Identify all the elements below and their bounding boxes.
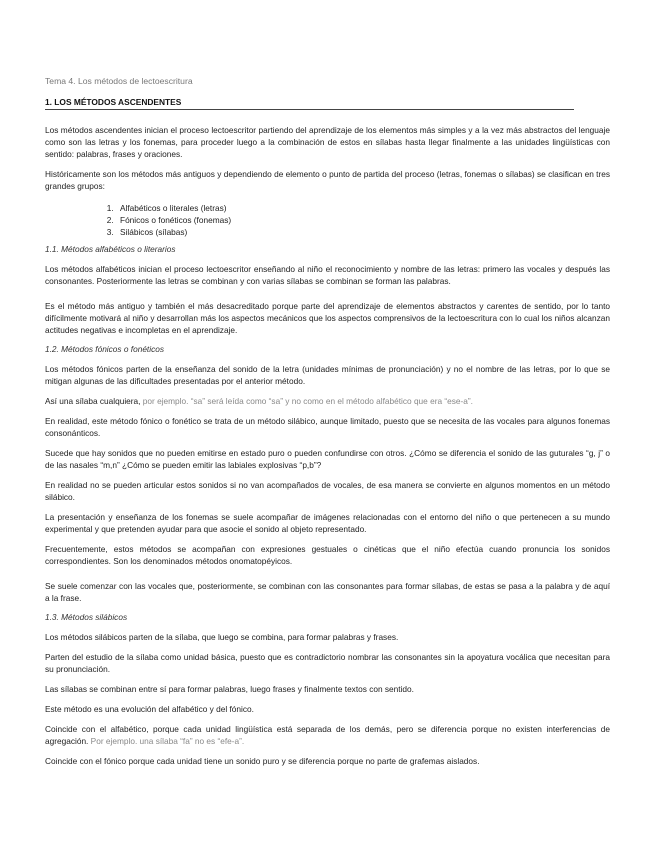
section-title-1: 1. LOS MÉTODOS ASCENDENTES xyxy=(45,97,574,110)
paragraph: Este método es una evolución del alfabético y del fónico. xyxy=(45,704,254,714)
paragraph: En realidad, este método fónico o fonético se trata de un método silábico, aunque limitado, puesto que se necesita de las vocales para algunos fonemas consonánticos. xyxy=(45,416,610,438)
paragraph: Los métodos silábicos parten de la sílaba, que luego se combina, para formar palabras y frases. xyxy=(45,632,399,642)
section-title-1-3: 1.3. Métodos silábicos xyxy=(45,612,128,622)
list-item: 2. Fónicos o fonéticos (fonemas) xyxy=(116,214,610,226)
section-title-1-1: 1.1. Métodos alfabéticos o literarios xyxy=(45,244,176,254)
paragraph: Las sílabas se combinan entre sí para formar palabras, luego frases y finalmente textos con sentido. xyxy=(45,684,414,694)
paragraph: Frecuentemente, estos métodos se acompañan con expresiones gestuales o cinéticas que el niño efectúa cuando pronuncia los sonidos correspondientes. Son los denominados métodos onomatopéyicos. xyxy=(45,544,610,566)
paragraph xyxy=(45,395,610,407)
paragraph-text: Coincide con el alfabético, porque cada unidad lingüística está separada de los demás, pero se diferencia porque no existen interferencias de agregación. xyxy=(45,724,610,746)
paragraph: Se suele comenzar con las vocales que, posteriormente, se combinan con las consonantes para formar sílabas, de estas se pasa a la palabra y de aquí a la frase. xyxy=(45,581,610,603)
paragraph xyxy=(45,723,610,747)
paragraph: En realidad no se pueden articular estos sonidos si no van acompañados de vocales, de esa manera se convierte en algunos momentos en un método silábico. xyxy=(45,480,610,502)
paragraph: Parten del estudio de la sílaba como unidad básica, puesto que es contradictorio nombrar las consonantes sin la apoyatura vocálica que necesitan para su pronunciación. xyxy=(45,652,610,674)
example-note: Por ejemplo. una sílaba “fa” no es “efe-a”. xyxy=(90,736,245,746)
list-item: 1. Alfabéticos o literales (letras) xyxy=(116,202,610,214)
paragraph: Históricamente son los métodos más antiguos y dependiendo de elemento o punto de partida del proceso (letras, fonemas o sílabas) se clasifican en tres grandes grupos: xyxy=(45,169,610,191)
paragraph: Los métodos fónicos parten de la enseñanza del sonido de la letra (unidades mínimas de pronunciación) y no el nombre de las letras, por lo que se mitigan algunas de las dificultades presentadas por el anterior método. xyxy=(45,364,610,386)
method-groups-list xyxy=(45,202,610,238)
paragraph: Sucede que hay sonidos que no pueden emitirse en estado puro o pueden confundirse con otros. ¿Cómo se diferencia el sonido de las guturales “g, j” o de las nasales “m,n” ¿Cómo se pueden emitir las labiales explosivas “p,b”? xyxy=(45,448,610,470)
paragraph: La presentación y enseñanza de los fonemas se suele acompañar de imágenes relacionadas con el entorno del niño o que pertenecen a su mundo experimental y que pretenden ayudar para que asocie el sonido al objeto representado. xyxy=(45,512,610,534)
list-item: 3. Silábicos (sílabas) xyxy=(116,226,610,238)
paragraph: Coincide con el fónico porque cada unidad tiene un sonido puro y se diferencia porque no parte de grafemas aislados. xyxy=(45,756,480,766)
section-title-1-2: 1.2. Métodos fónicos o fonéticos xyxy=(45,344,164,354)
paragraph: Los métodos ascendentes inician el proceso lectoescritor partiendo del aprendizaje de los elementos más simples y a la vez más abstractos del lenguaje como son las letras y los fonemas, para proceder luego a la combinación de estos en sílabas hasta llegar finalmente a las unidades lingüísticas con sentido: palabras, frases y oraciones. xyxy=(45,125,610,159)
paragraph: Los métodos alfabéticos inician el proceso lectoescritor enseñando al niño el reconocimiento y nombre de las letras: primero las vocales y después las consonantes. Posteriormente las letras se combinan y con varias sílabas se combinan se forman las palabras. xyxy=(45,264,610,286)
paragraph: Es el método más antiguo y también el más desacreditado porque parte del aprendizaje de elementos abstractos y carentes de sentido, por lo tanto difícilmente motivará al niño y desarrollan más los aspectos mecánicos que los aspectos comprensivos de la lectoescritura con lo cual los niños alcanzan actitudes negativas e incompletas en el aprendizaje. xyxy=(45,301,610,335)
paragraph-text: Así una sílaba cualquiera, xyxy=(45,396,143,406)
example-note: por ejemplo. “sa” será leída como “sa” y no como en el método alfabético que era “ese-a”. xyxy=(142,396,473,406)
page-header: Tema 4. Los métodos de lectoescritura xyxy=(45,76,193,86)
